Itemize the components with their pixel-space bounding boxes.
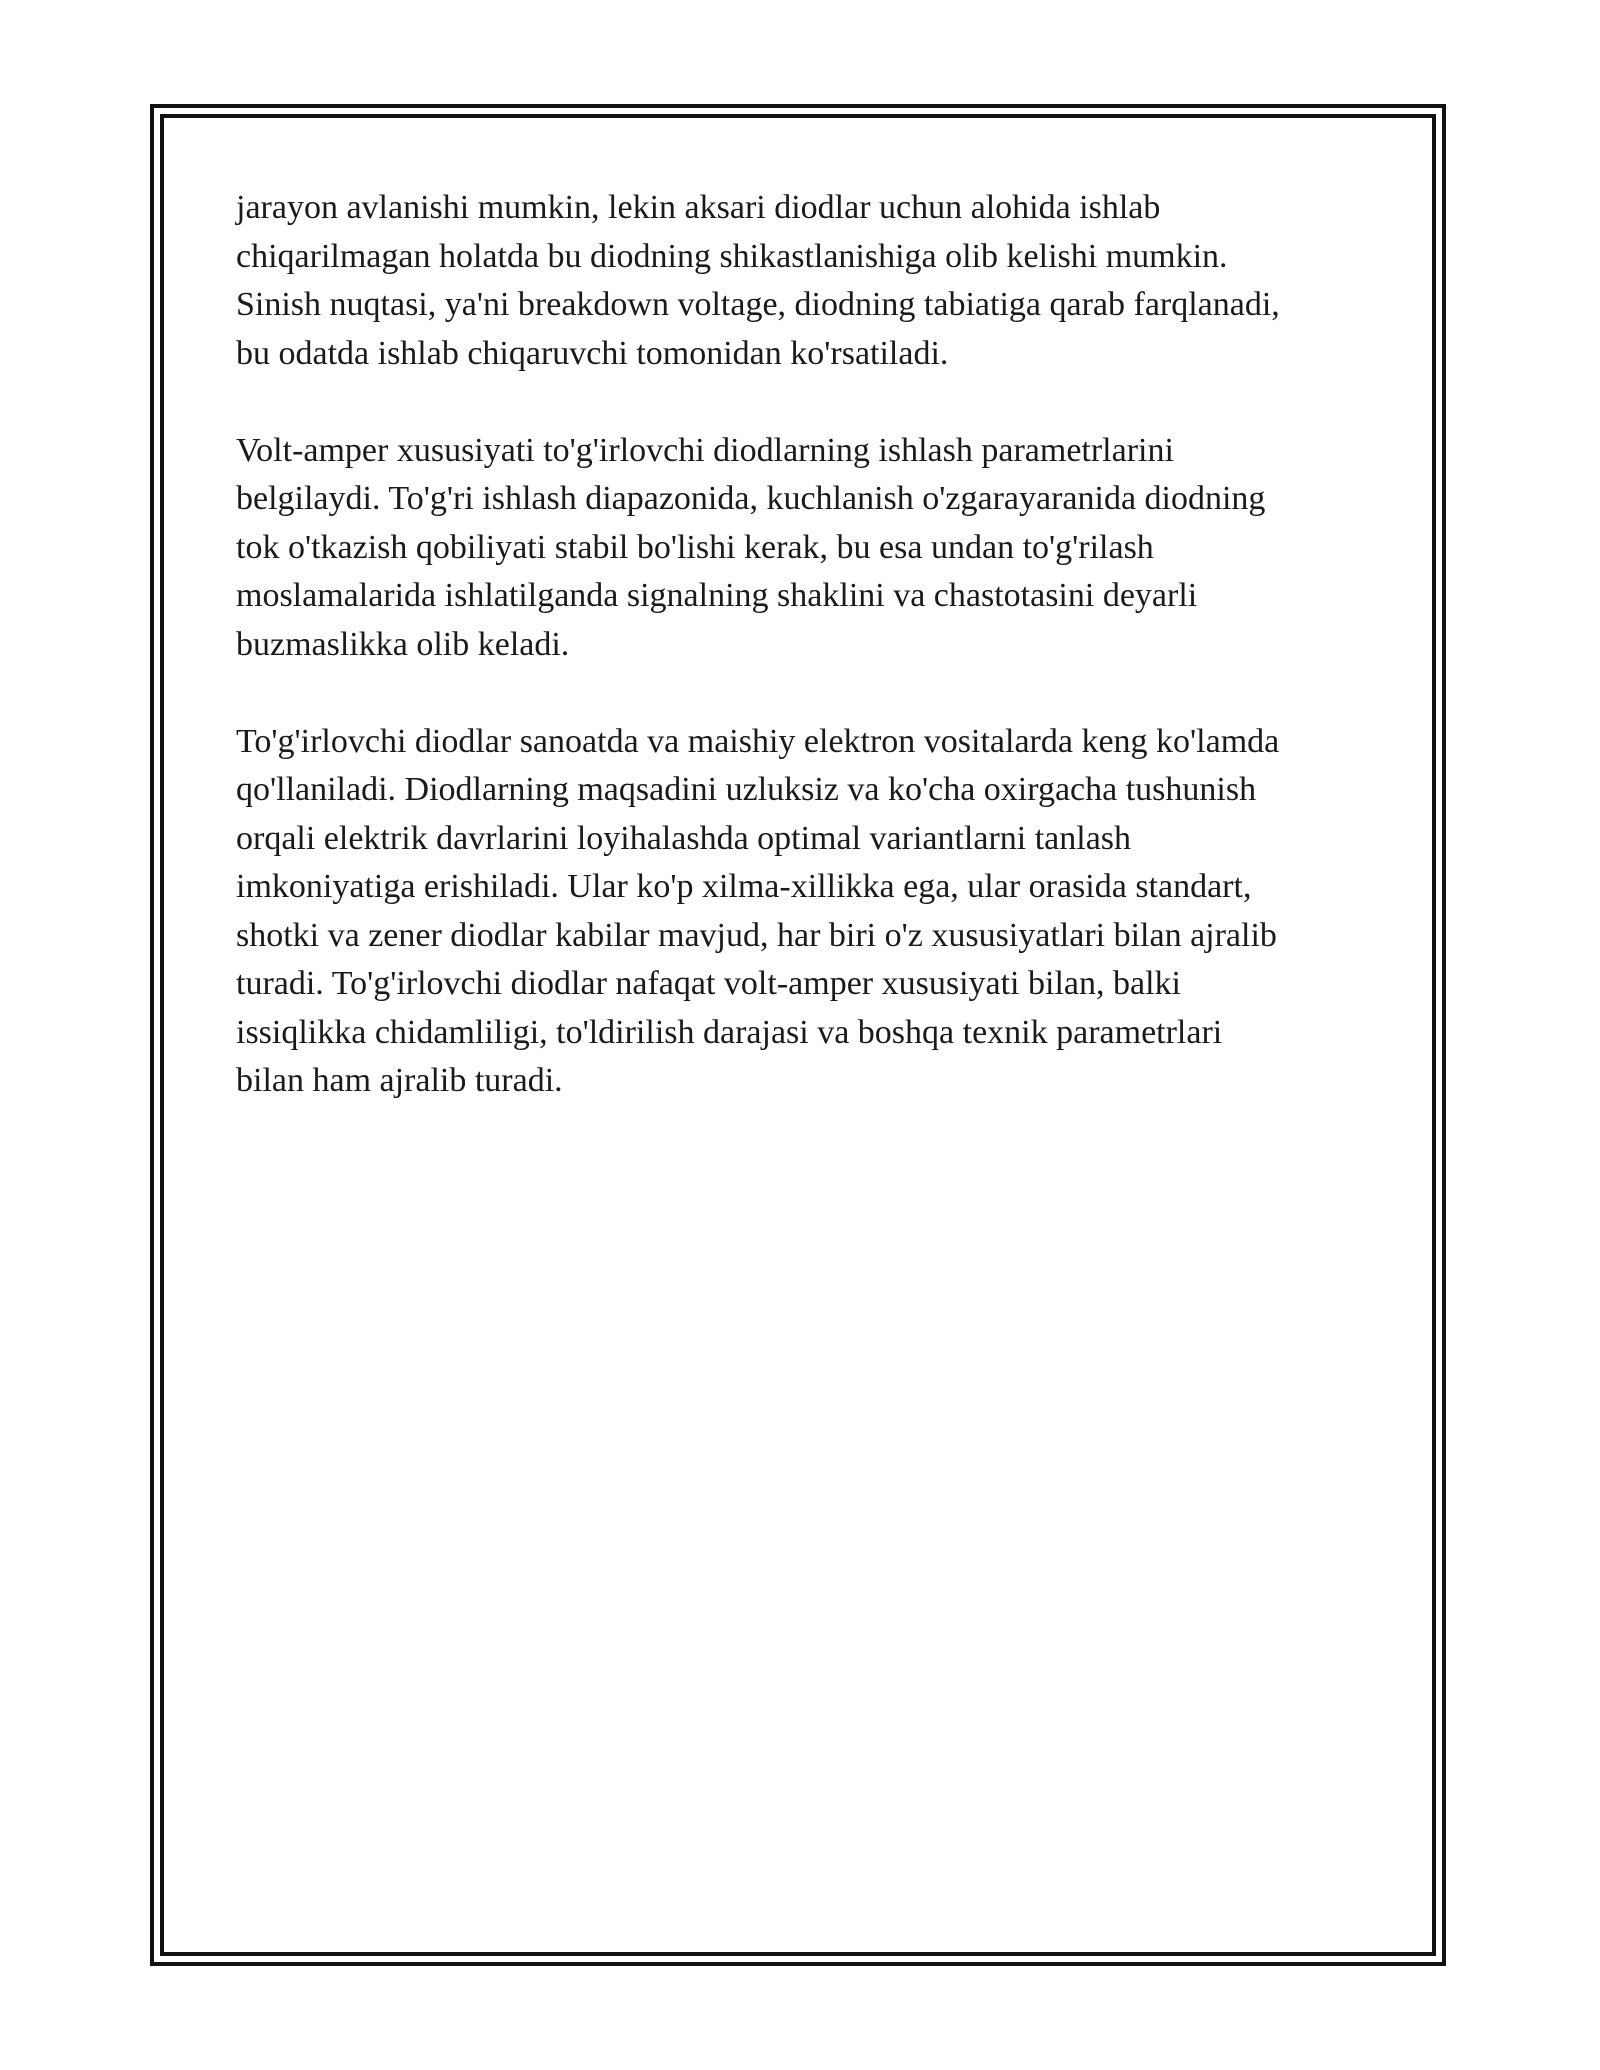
text-line: qo'llaniladi. Diodlarning maqsadini uzluksiz va ko'cha oxirgacha tushunish bbox=[236, 771, 1257, 808]
text-line: bu odatda ishlab chiqaruvchi tomonidan ko'rsatiladi. bbox=[236, 334, 949, 372]
text-line: buzmaslikka olib keladi. bbox=[236, 625, 570, 663]
text-line: To'g'irlovchi diodlar sanoatda va maishiy elektron vositalarda keng ko'lamda bbox=[236, 722, 1280, 760]
text-line: belgilaydi. To'g'ri ishlash diapazonida, kuchlanish o'zgarayaranida diodning bbox=[236, 480, 1266, 517]
text-line: bilan ham ajralib turadi. bbox=[236, 1062, 563, 1099]
text-line: shotki va zener diodlar kabilar mavjud, har biri o'z xususiyatlari bilan ajralib bbox=[236, 916, 1277, 954]
text-line: Volt-amper xususiyati to'g'irlovchi diodlarning ishlash parametrlarini bbox=[236, 431, 1174, 469]
paragraph-1 bbox=[236, 184, 1376, 378]
text-line: orqali elektrik davrlarini loyihalashda optimal variantlarni tanlash bbox=[236, 819, 1132, 857]
paragraph-3 bbox=[236, 718, 1376, 1106]
text-line: turadi. To'g'irlovchi diodlar nafaqat volt-amper xususiyati bilan, balki bbox=[236, 965, 1181, 1002]
text-line: moslamalarida ishlatilganda signalning shaklini va chastotasini deyarli bbox=[236, 577, 1198, 614]
text-line: tok o'tkazish qobiliyati stabil bo'lishi kerak, bu esa undan to'g'rilash bbox=[236, 528, 1154, 566]
text-line: jarayon avlanishi mumkin, lekin aksari diodlar uchun alohida ishlab bbox=[236, 189, 1161, 226]
text-line: issiqlikka chidamliligi, to'ldirilish darajasi va boshqa texnik parametrlari bbox=[236, 1013, 1223, 1051]
text-line: chiqarilmagan holatda bu diodning shikastlanishiga olib kelishi mumkin. bbox=[236, 237, 1228, 275]
document-body bbox=[236, 184, 1376, 1106]
paragraph-2 bbox=[236, 427, 1376, 670]
text-line: Sinish nuqtasi, ya'ni breakdown voltage, diodning tabiatiga qarab farqlanadi, bbox=[236, 286, 1280, 323]
text-line: imkoniyatiga erishiladi. Ular ko'p xilma-xillikka ega, ular orasida standart, bbox=[236, 868, 1252, 905]
